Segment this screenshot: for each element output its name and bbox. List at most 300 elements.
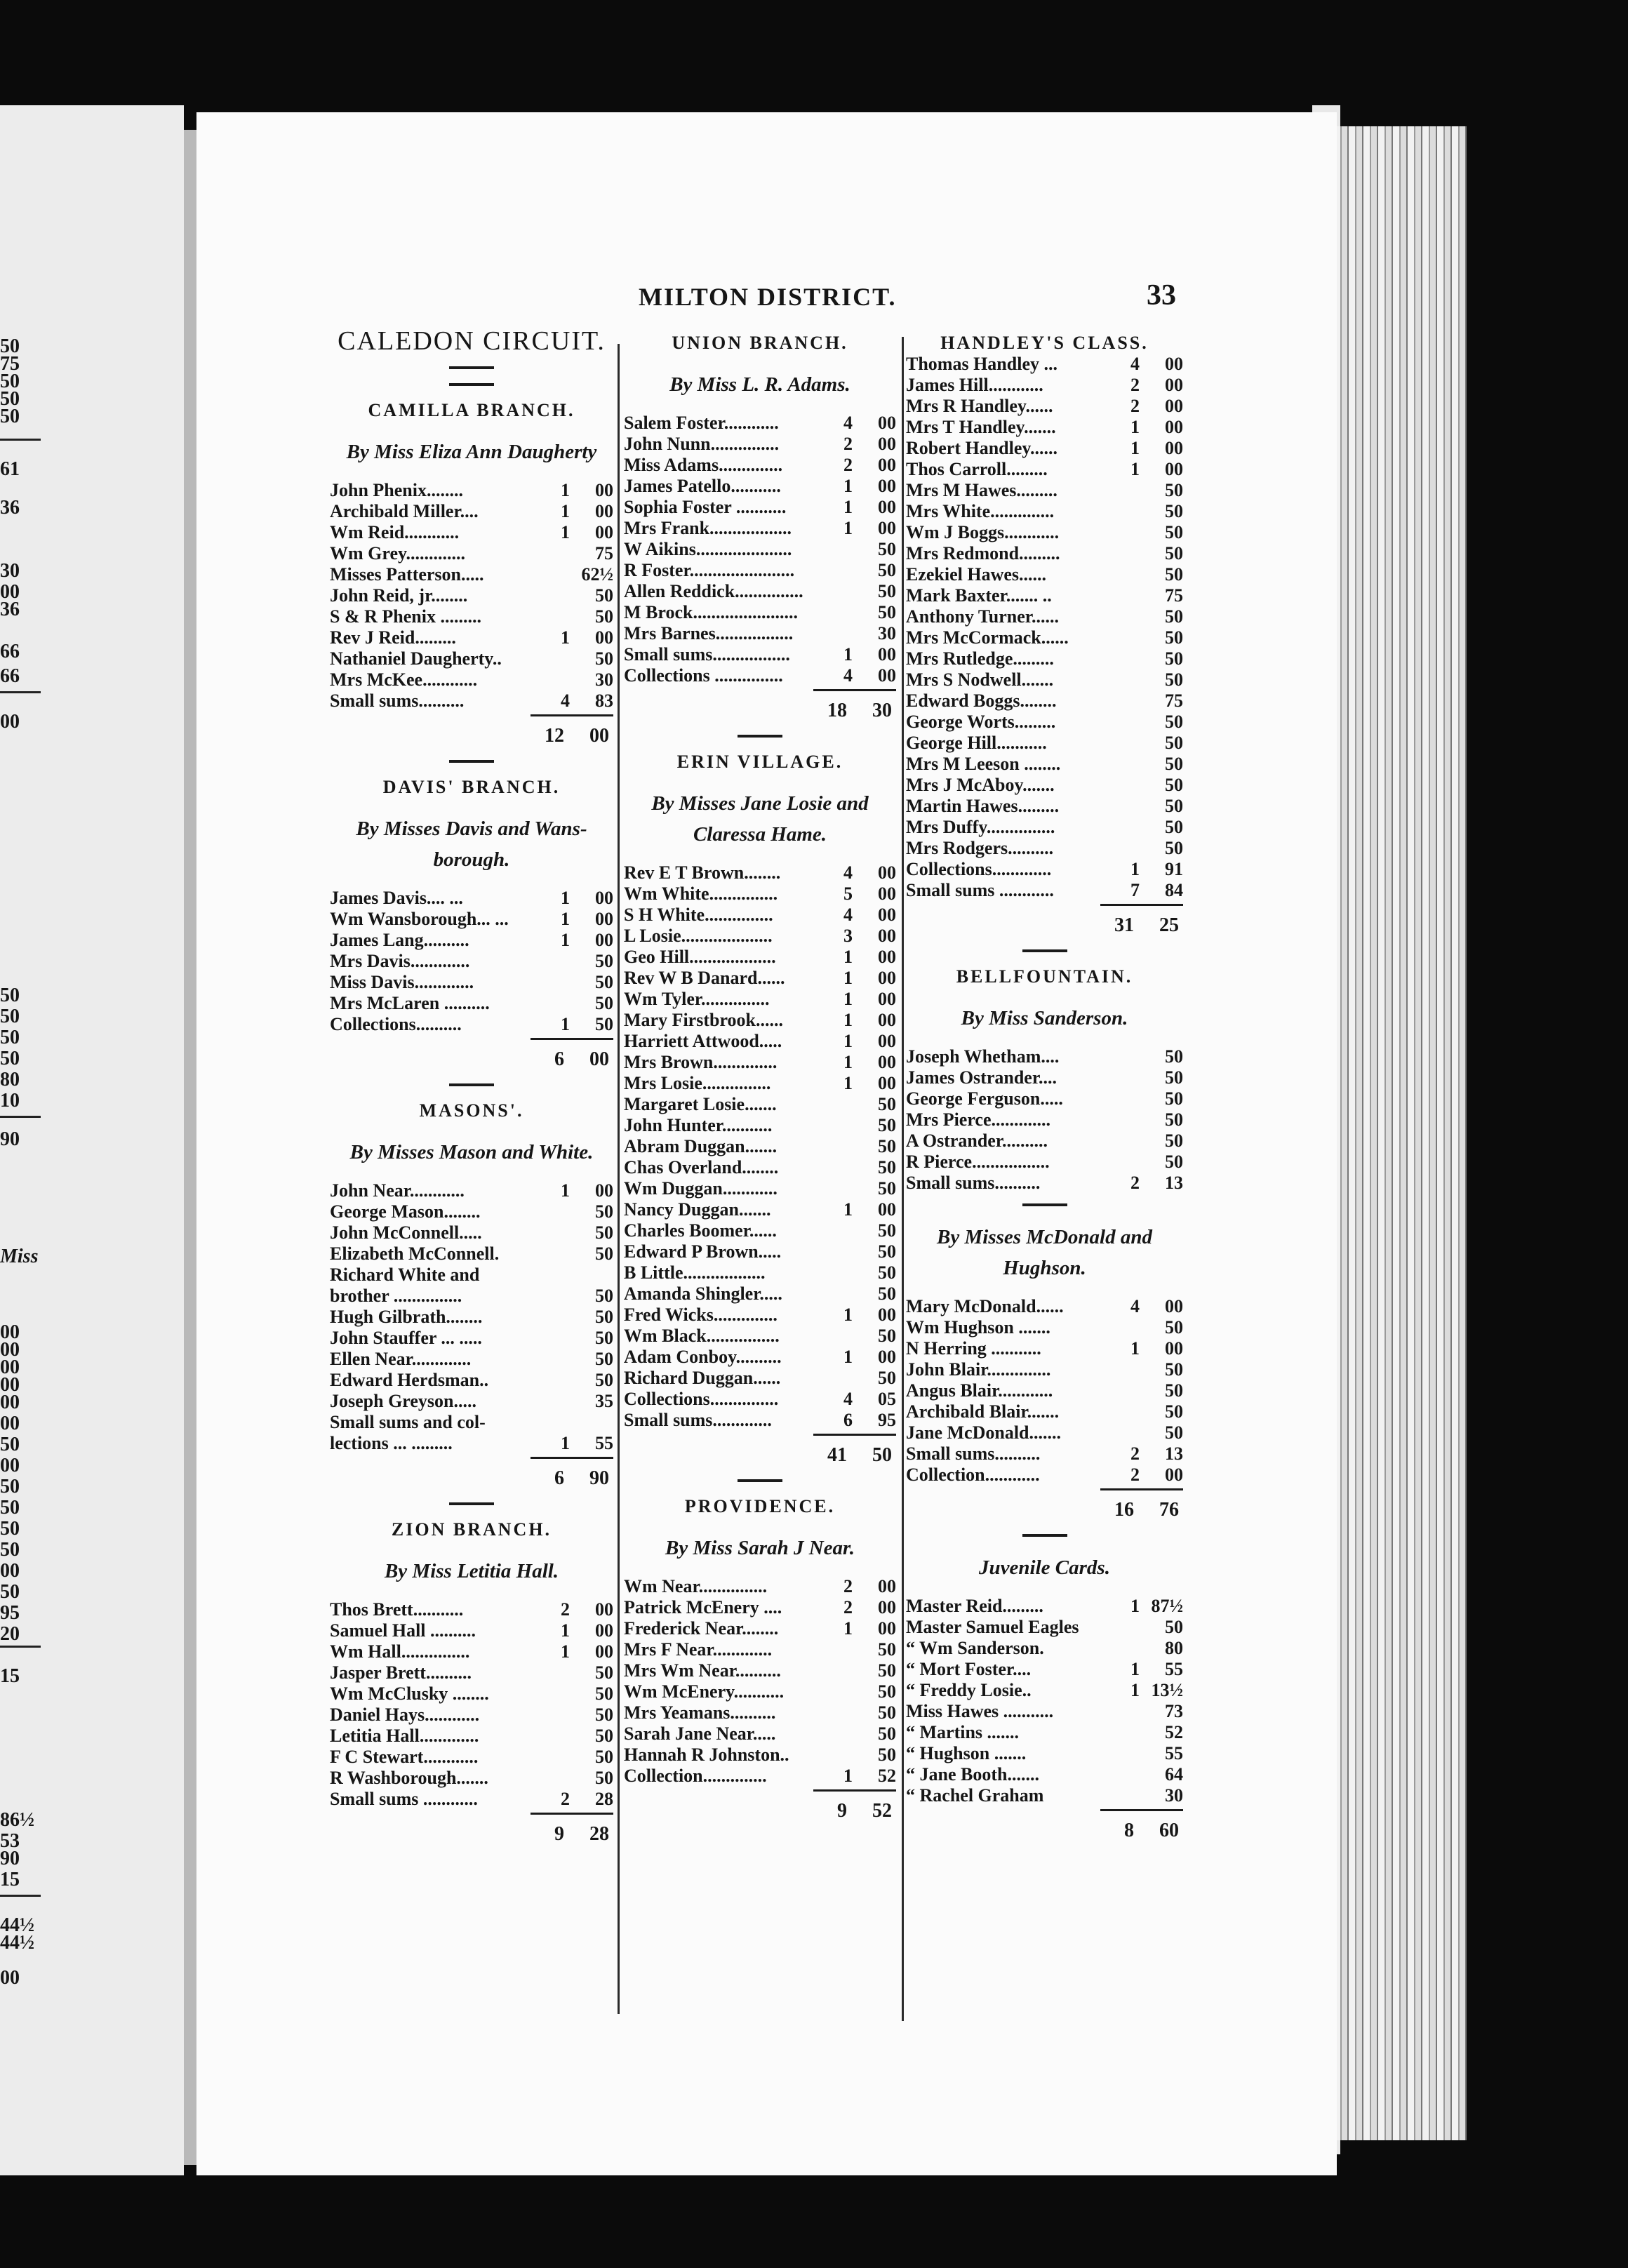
donor-name: Miss Adams.............. [624, 455, 783, 475]
ledger-row [330, 1662, 613, 1683]
previous-page-gutter [184, 130, 196, 2165]
amount-cents: 50 [1165, 480, 1183, 500]
donor-name: John Blair.............. [906, 1359, 1051, 1380]
donor-name: Hannah R Johnston.. [624, 1745, 789, 1765]
ledger-row [906, 1317, 1183, 1338]
donor-name: Sarah Jane Near..... [624, 1723, 776, 1744]
amount-cents: 50 [1165, 648, 1183, 669]
amount-cents: 50 [1165, 522, 1183, 542]
section-divider [449, 760, 494, 763]
donor-name: N Herring ........... [906, 1338, 1041, 1359]
donor-name: Edward Boggs........ [906, 691, 1057, 711]
amount-dollars: 2 [1130, 375, 1140, 395]
donor-name: Geo Hill................... [624, 947, 776, 967]
total-dollars: 6 [554, 1048, 564, 1070]
section-total [813, 689, 896, 722]
amount-cents: 50 [595, 1014, 613, 1034]
section-divider [449, 1083, 494, 1086]
amount-cents: 00 [1165, 1296, 1183, 1316]
amount-cents: 75 [1165, 691, 1183, 711]
amount-cents: 91 [1165, 859, 1183, 879]
donor-name: Adam Conboy.......... [624, 1347, 782, 1367]
donor-name: Master Reid......... [906, 1596, 1043, 1616]
section-divider [1022, 1534, 1067, 1537]
donor-name: Collections.......... [330, 1014, 462, 1034]
ledger-row [906, 1785, 1183, 1806]
amount-cents: 95 [878, 1410, 896, 1430]
previous-page-figure: 30 [0, 560, 20, 582]
section-total [1100, 1488, 1183, 1521]
amount-cents: 50 [595, 1726, 613, 1746]
ledger-row [330, 909, 613, 930]
column-1 [330, 316, 613, 1858]
ledger-row [906, 1596, 1183, 1617]
donor-name: Mrs Barnes................. [624, 623, 794, 643]
amount-cents: 50 [1165, 775, 1183, 795]
ledger-row [624, 968, 896, 989]
donor-name: Mrs M Hawes......... [906, 480, 1057, 500]
donor-name: Mrs Yeamans.......... [624, 1702, 776, 1723]
donor-name: Richard Duggan...... [624, 1368, 781, 1388]
donor-name: “ Rachel Graham [906, 1785, 1044, 1806]
donor-name: Mrs Duffy............... [906, 817, 1055, 837]
ledger-row [906, 543, 1183, 564]
ledger-row [624, 947, 896, 968]
ledger-row [624, 1723, 896, 1745]
total-dollars: 31 [1114, 914, 1134, 936]
amount-cents: 00 [595, 1599, 613, 1620]
ledger-row [624, 1639, 896, 1660]
donor-name: Hugh Gilbrath........ [330, 1307, 483, 1327]
previous-page-figure: 00 [0, 1321, 20, 1343]
ledger-row [906, 838, 1183, 859]
section-total [531, 1038, 613, 1071]
donor-name: Collections............. [906, 859, 1052, 879]
ledger-row [330, 564, 613, 585]
amount-cents: 00 [878, 862, 896, 883]
previous-page-figure: 44½ [0, 1914, 34, 1936]
donor-name: Mrs Losie............... [624, 1073, 771, 1093]
amount-cents: 50 [595, 1662, 613, 1683]
ledger-row [624, 1136, 896, 1157]
ledger-row [330, 1307, 613, 1328]
donor-name: Mrs T Handley....... [906, 417, 1056, 437]
title-rule [449, 366, 494, 369]
amount-dollars: 1 [843, 1199, 853, 1220]
previous-page-figure: 66 [0, 665, 20, 687]
donor-name: Wm J Boggs............ [906, 522, 1060, 542]
ledger-row [624, 539, 896, 560]
previous-page-figure: 50 [0, 1518, 20, 1540]
ledger-row [330, 648, 613, 669]
amount-cents: 00 [878, 644, 896, 665]
previous-page-figure: 50 [0, 371, 20, 392]
amount-cents: 00 [878, 413, 896, 433]
amount-cents: 00 [595, 627, 613, 648]
section-title: CAMILLA BRANCH. [368, 400, 575, 420]
ledger-row [906, 1422, 1183, 1443]
amount-dollars: 1 [843, 1010, 853, 1030]
total-dollars: 6 [554, 1467, 564, 1489]
section-title: BELLFOUNTAIN. [956, 966, 1133, 987]
ledger-row [624, 413, 896, 434]
ledger-row [330, 1286, 613, 1307]
donor-name: James Lang.......... [330, 930, 469, 950]
donor-name: John Near............ [330, 1180, 465, 1201]
donor-name: Mrs R Handley...... [906, 396, 1053, 416]
donor-name: Small sums.......... [906, 1173, 1041, 1193]
donor-name: Fred Wicks.............. [624, 1305, 778, 1325]
previous-page-figure: 50 [0, 406, 20, 427]
donor-name: Thomas Handley ... [906, 354, 1057, 374]
ledger-row [624, 926, 896, 947]
amount-cents: 84 [1165, 880, 1183, 900]
ledger-row [330, 1789, 613, 1810]
donor-name: Collections............... [624, 1389, 779, 1409]
amount-cents: 50 [595, 1349, 613, 1369]
amount-cents: 50 [878, 1660, 896, 1681]
amount-cents: 50 [878, 1745, 896, 1765]
ledger-row [330, 1641, 613, 1662]
amount-cents: 50 [878, 1639, 896, 1660]
section-divider [1022, 1203, 1067, 1206]
previous-page-figure: 50 [0, 388, 20, 410]
amount-dollars: 1 [1130, 1596, 1140, 1616]
donor-name: brother ............... [330, 1286, 462, 1306]
ledger-row [624, 497, 896, 518]
donor-name: Joseph Greyson..... [330, 1391, 476, 1411]
donor-name: Mrs Redmond......... [906, 543, 1060, 563]
donor-name: Edward Herdsman.. [330, 1370, 489, 1390]
donor-name: Small sums ............ [906, 880, 1054, 900]
donor-name: Wm Hughson ....... [906, 1317, 1050, 1338]
previous-page-rule [0, 691, 41, 693]
donor-name: Charles Boomer...... [624, 1220, 777, 1241]
amount-cents: 50 [595, 1201, 613, 1222]
amount-cents: 50 [1165, 1617, 1183, 1637]
ledger-row [330, 1747, 613, 1768]
total-dollars: 8 [1124, 1820, 1134, 1841]
ledger-row [624, 1766, 896, 1787]
collector-line: By Miss Eliza Ann Daugherty [346, 441, 597, 463]
amount-dollars: 1 [1130, 459, 1140, 479]
amount-cents: 00 [595, 1180, 613, 1201]
donor-name: L Losie.................... [624, 926, 773, 946]
amount-cents: 00 [595, 930, 613, 950]
ledger-row [906, 1152, 1183, 1173]
total-cents: 00 [589, 725, 609, 747]
ledger-row [624, 581, 896, 602]
amount-cents: 50 [1165, 1088, 1183, 1109]
amount-dollars: 1 [843, 1073, 853, 1093]
amount-dollars: 1 [1130, 859, 1140, 879]
donor-name: Mrs White.............. [906, 501, 1055, 521]
ledger-row [624, 1681, 896, 1702]
amount-dollars: 2 [1130, 1173, 1140, 1193]
previous-page-figure: 00 [0, 1455, 20, 1476]
amount-cents: 50 [1165, 754, 1183, 774]
amount-cents: 50 [1165, 669, 1183, 690]
donor-name: Harriett Attwood..... [624, 1031, 782, 1051]
previous-page-figure: 50 [0, 1434, 20, 1455]
ledger-row [906, 375, 1183, 396]
amount-dollars: 1 [843, 1305, 853, 1325]
ledger-row [906, 817, 1183, 838]
amount-dollars: 1 [561, 930, 570, 950]
amount-cents: 00 [878, 434, 896, 454]
ledger-row [624, 1241, 896, 1262]
amount-cents: 50 [1165, 1422, 1183, 1443]
donor-name: Salem Foster............ [624, 413, 779, 433]
donor-name: B Little.................. [624, 1262, 766, 1283]
total-cents: 60 [1159, 1820, 1179, 1841]
amount-dollars: 1 [561, 480, 570, 500]
donor-name: Wm Reid............ [330, 522, 460, 542]
ledger-row [624, 989, 896, 1010]
amount-dollars: 1 [1130, 417, 1140, 437]
donor-name: George Ferguson..... [906, 1088, 1063, 1109]
previous-page-figure: 50 [0, 1006, 20, 1027]
amount-cents: 50 [595, 1747, 613, 1767]
donor-name: Robert Handley...... [906, 438, 1057, 458]
ledger-row [906, 396, 1183, 417]
amount-cents: 50 [595, 1328, 613, 1348]
ledger-row [906, 1722, 1183, 1743]
donor-name: “ Freddy Losie.. [906, 1680, 1032, 1700]
donor-name: Mrs McKee............ [330, 669, 478, 690]
amount-cents: 50 [878, 1094, 896, 1114]
amount-cents: 00 [595, 888, 613, 908]
amount-cents: 00 [878, 1199, 896, 1220]
amount-cents: 50 [1165, 627, 1183, 648]
amount-cents: 05 [878, 1389, 896, 1409]
ledger-row [624, 1220, 896, 1241]
ledger-row [330, 1222, 613, 1243]
amount-cents: 50 [878, 1368, 896, 1388]
ledger-row [330, 972, 613, 993]
donor-name: James Davis.... ... [330, 888, 463, 908]
ledger-row [906, 1130, 1183, 1152]
amount-cents: 50 [595, 1768, 613, 1788]
ledger-row [906, 796, 1183, 817]
donor-name: James Patello........... [624, 476, 781, 496]
donor-name: Samuel Hall .......... [330, 1620, 476, 1641]
section-title: HANDLEY'S CLASS. [940, 333, 1149, 353]
amount-dollars: 2 [1130, 1443, 1140, 1464]
ledger-row [906, 1465, 1183, 1486]
donor-name: Wm McClusky ........ [330, 1683, 489, 1704]
collector-line: Juvenile Cards. [979, 1556, 1110, 1579]
ledger-row [330, 522, 613, 543]
amount-cents: 50 [878, 560, 896, 580]
previous-page-figure: 53 [0, 1830, 20, 1852]
ledger-row [906, 733, 1183, 754]
total-dollars: 18 [827, 700, 847, 721]
amount-cents: 00 [1165, 1465, 1183, 1485]
section-title: MASONS'. [419, 1100, 524, 1121]
ledger-row [906, 417, 1183, 438]
amount-cents: 50 [1165, 838, 1183, 858]
amount-cents: 30 [878, 623, 896, 643]
donor-name: George Worts......... [906, 712, 1056, 732]
donor-name: Edward P Brown..... [624, 1241, 782, 1262]
ledger-row [624, 1283, 896, 1305]
amount-cents: 00 [878, 989, 896, 1009]
amount-cents: 00 [878, 1597, 896, 1617]
ledger-row [906, 669, 1183, 691]
donor-name: Frederick Near........ [624, 1618, 779, 1639]
previous-page-figure: 50 [0, 1027, 20, 1048]
ledger-row [330, 1433, 613, 1454]
donor-name: Mrs Wm Near.......... [624, 1660, 781, 1681]
amount-cents: 75 [1165, 585, 1183, 606]
ledger-row [624, 1347, 896, 1368]
ledger-row [906, 1380, 1183, 1401]
donor-name: Mrs J McAboy....... [906, 775, 1055, 795]
donor-name: Mrs Rodgers.......... [906, 838, 1054, 858]
donor-name: Allen Reddick............... [624, 581, 803, 601]
ledger-row [624, 476, 896, 497]
ledger-row [906, 859, 1183, 880]
donor-name: Elizabeth McConnell. [330, 1243, 500, 1264]
previous-page-figure: 50 [0, 1048, 20, 1069]
ledger-row [330, 1599, 613, 1620]
previous-page-figure: 00 [0, 1560, 20, 1582]
donor-name: Thos Carroll......... [906, 459, 1048, 479]
donor-name: “ Wm Sanderson. [906, 1638, 1044, 1658]
ledger-row [624, 862, 896, 883]
donor-name: Small sums and col- [330, 1412, 486, 1432]
ledger-row [624, 1368, 896, 1389]
amount-cents: 50 [1165, 712, 1183, 732]
total-cents: 90 [589, 1467, 609, 1489]
previous-page-figure: 00 [0, 581, 20, 603]
ledger-row [624, 1157, 896, 1178]
previous-page-figure: 50 [0, 1581, 20, 1603]
amount-dollars: 1 [843, 1052, 853, 1072]
section-title: UNION BRANCH. [672, 333, 848, 353]
ledger-row [330, 1243, 613, 1265]
donor-name: Mrs M Leeson ........ [906, 754, 1061, 774]
ledger-row [624, 883, 896, 905]
amount-cents: 00 [595, 522, 613, 542]
amount-cents: 00 [878, 968, 896, 988]
donor-name: A Ostrander.......... [906, 1130, 1048, 1151]
amount-cents: 50 [1165, 1067, 1183, 1088]
amount-dollars: 1 [561, 1620, 570, 1641]
donor-name: Jasper Brett.......... [330, 1662, 472, 1683]
donor-name: Wm Hall............... [330, 1641, 470, 1662]
amount-cents: 30 [595, 669, 613, 690]
donor-name: Abram Duggan....... [624, 1136, 778, 1156]
donor-name: Miss Hawes ........... [906, 1701, 1054, 1721]
previous-page-figure: 80 [0, 1069, 20, 1090]
amount-cents: 00 [878, 905, 896, 925]
page-number: 33 [1147, 279, 1176, 312]
previous-page-figure: 75 [0, 353, 20, 375]
amount-dollars: 4 [1130, 1296, 1140, 1316]
total-dollars: 9 [837, 1800, 847, 1822]
ledger-row [906, 1764, 1183, 1785]
previous-page-figure: 15 [0, 1665, 20, 1687]
previous-page-figure: 00 [0, 1374, 20, 1396]
ledger-row [624, 1094, 896, 1115]
ledger-row [330, 930, 613, 951]
amount-cents: 00 [878, 1347, 896, 1367]
donor-name: Collection.............. [624, 1766, 767, 1786]
donor-name: Small sums.......... [330, 691, 465, 711]
donor-name: “ Mort Foster.... [906, 1659, 1032, 1679]
amount-cents: 00 [1165, 459, 1183, 479]
donor-name: Master Samuel Eagles [906, 1617, 1079, 1637]
ledger-row [906, 627, 1183, 648]
ledger-row [624, 623, 896, 644]
amount-dollars: 1 [843, 1031, 853, 1051]
amount-cents: 50 [878, 1136, 896, 1156]
previous-page-figure: 36 [0, 497, 20, 519]
amount-cents: 50 [1165, 1130, 1183, 1151]
amount-cents: 55 [595, 1433, 613, 1453]
ledger-row [624, 1052, 896, 1073]
section-total [813, 1434, 896, 1467]
ledger-row [624, 1178, 896, 1199]
amount-cents: 00 [1165, 1338, 1183, 1359]
donor-name: George Mason........ [330, 1201, 481, 1222]
amount-cents: 00 [878, 497, 896, 517]
ledger-row [330, 1768, 613, 1789]
amount-dollars: 2 [843, 1597, 853, 1617]
ledger-row [906, 1401, 1183, 1422]
section-total [813, 1789, 896, 1822]
donor-name: lections ... ......... [330, 1433, 453, 1453]
amount-cents: 50 [1165, 1317, 1183, 1338]
ledger-row [624, 1305, 896, 1326]
amount-cents: 55 [1165, 1659, 1183, 1679]
donor-name: Daniel Hays............ [330, 1705, 480, 1725]
amount-cents: 00 [878, 1052, 896, 1072]
amount-cents: 00 [595, 501, 613, 521]
donor-name: Chas Overland........ [624, 1157, 779, 1178]
amount-dollars: 2 [843, 434, 853, 454]
amount-cents: 00 [595, 909, 613, 929]
amount-cents: 50 [1165, 1401, 1183, 1422]
donor-name: Joseph Whetham.... [906, 1046, 1060, 1067]
ledger-row [906, 775, 1183, 796]
total-dollars: 16 [1114, 1499, 1134, 1521]
ledger-row [906, 1659, 1183, 1680]
ledger-row [906, 522, 1183, 543]
previous-page-figure: 00 [0, 711, 20, 733]
ledger-row [330, 1391, 613, 1412]
donor-name: Wm Wansborough... ... [330, 909, 509, 929]
amount-dollars: 4 [1130, 354, 1140, 374]
ledger-row [906, 712, 1183, 733]
previous-page-word: Miss [0, 1246, 39, 1267]
amount-cents: 00 [1165, 375, 1183, 395]
ledger-row [624, 1073, 896, 1094]
previous-page-figure: 00 [0, 1413, 20, 1434]
previous-page-figure: 00 [0, 1356, 20, 1378]
amount-cents: 50 [595, 1222, 613, 1243]
column-3 [906, 323, 1183, 1855]
amount-cents: 00 [878, 1073, 896, 1093]
previous-page-figure: 00 [0, 1967, 20, 1989]
donor-name: Small sums ............ [330, 1789, 478, 1809]
ledger-row [330, 1349, 613, 1370]
ledger-row [330, 1014, 613, 1035]
amount-dollars: 1 [561, 1180, 570, 1201]
total-cents: 50 [872, 1444, 892, 1466]
